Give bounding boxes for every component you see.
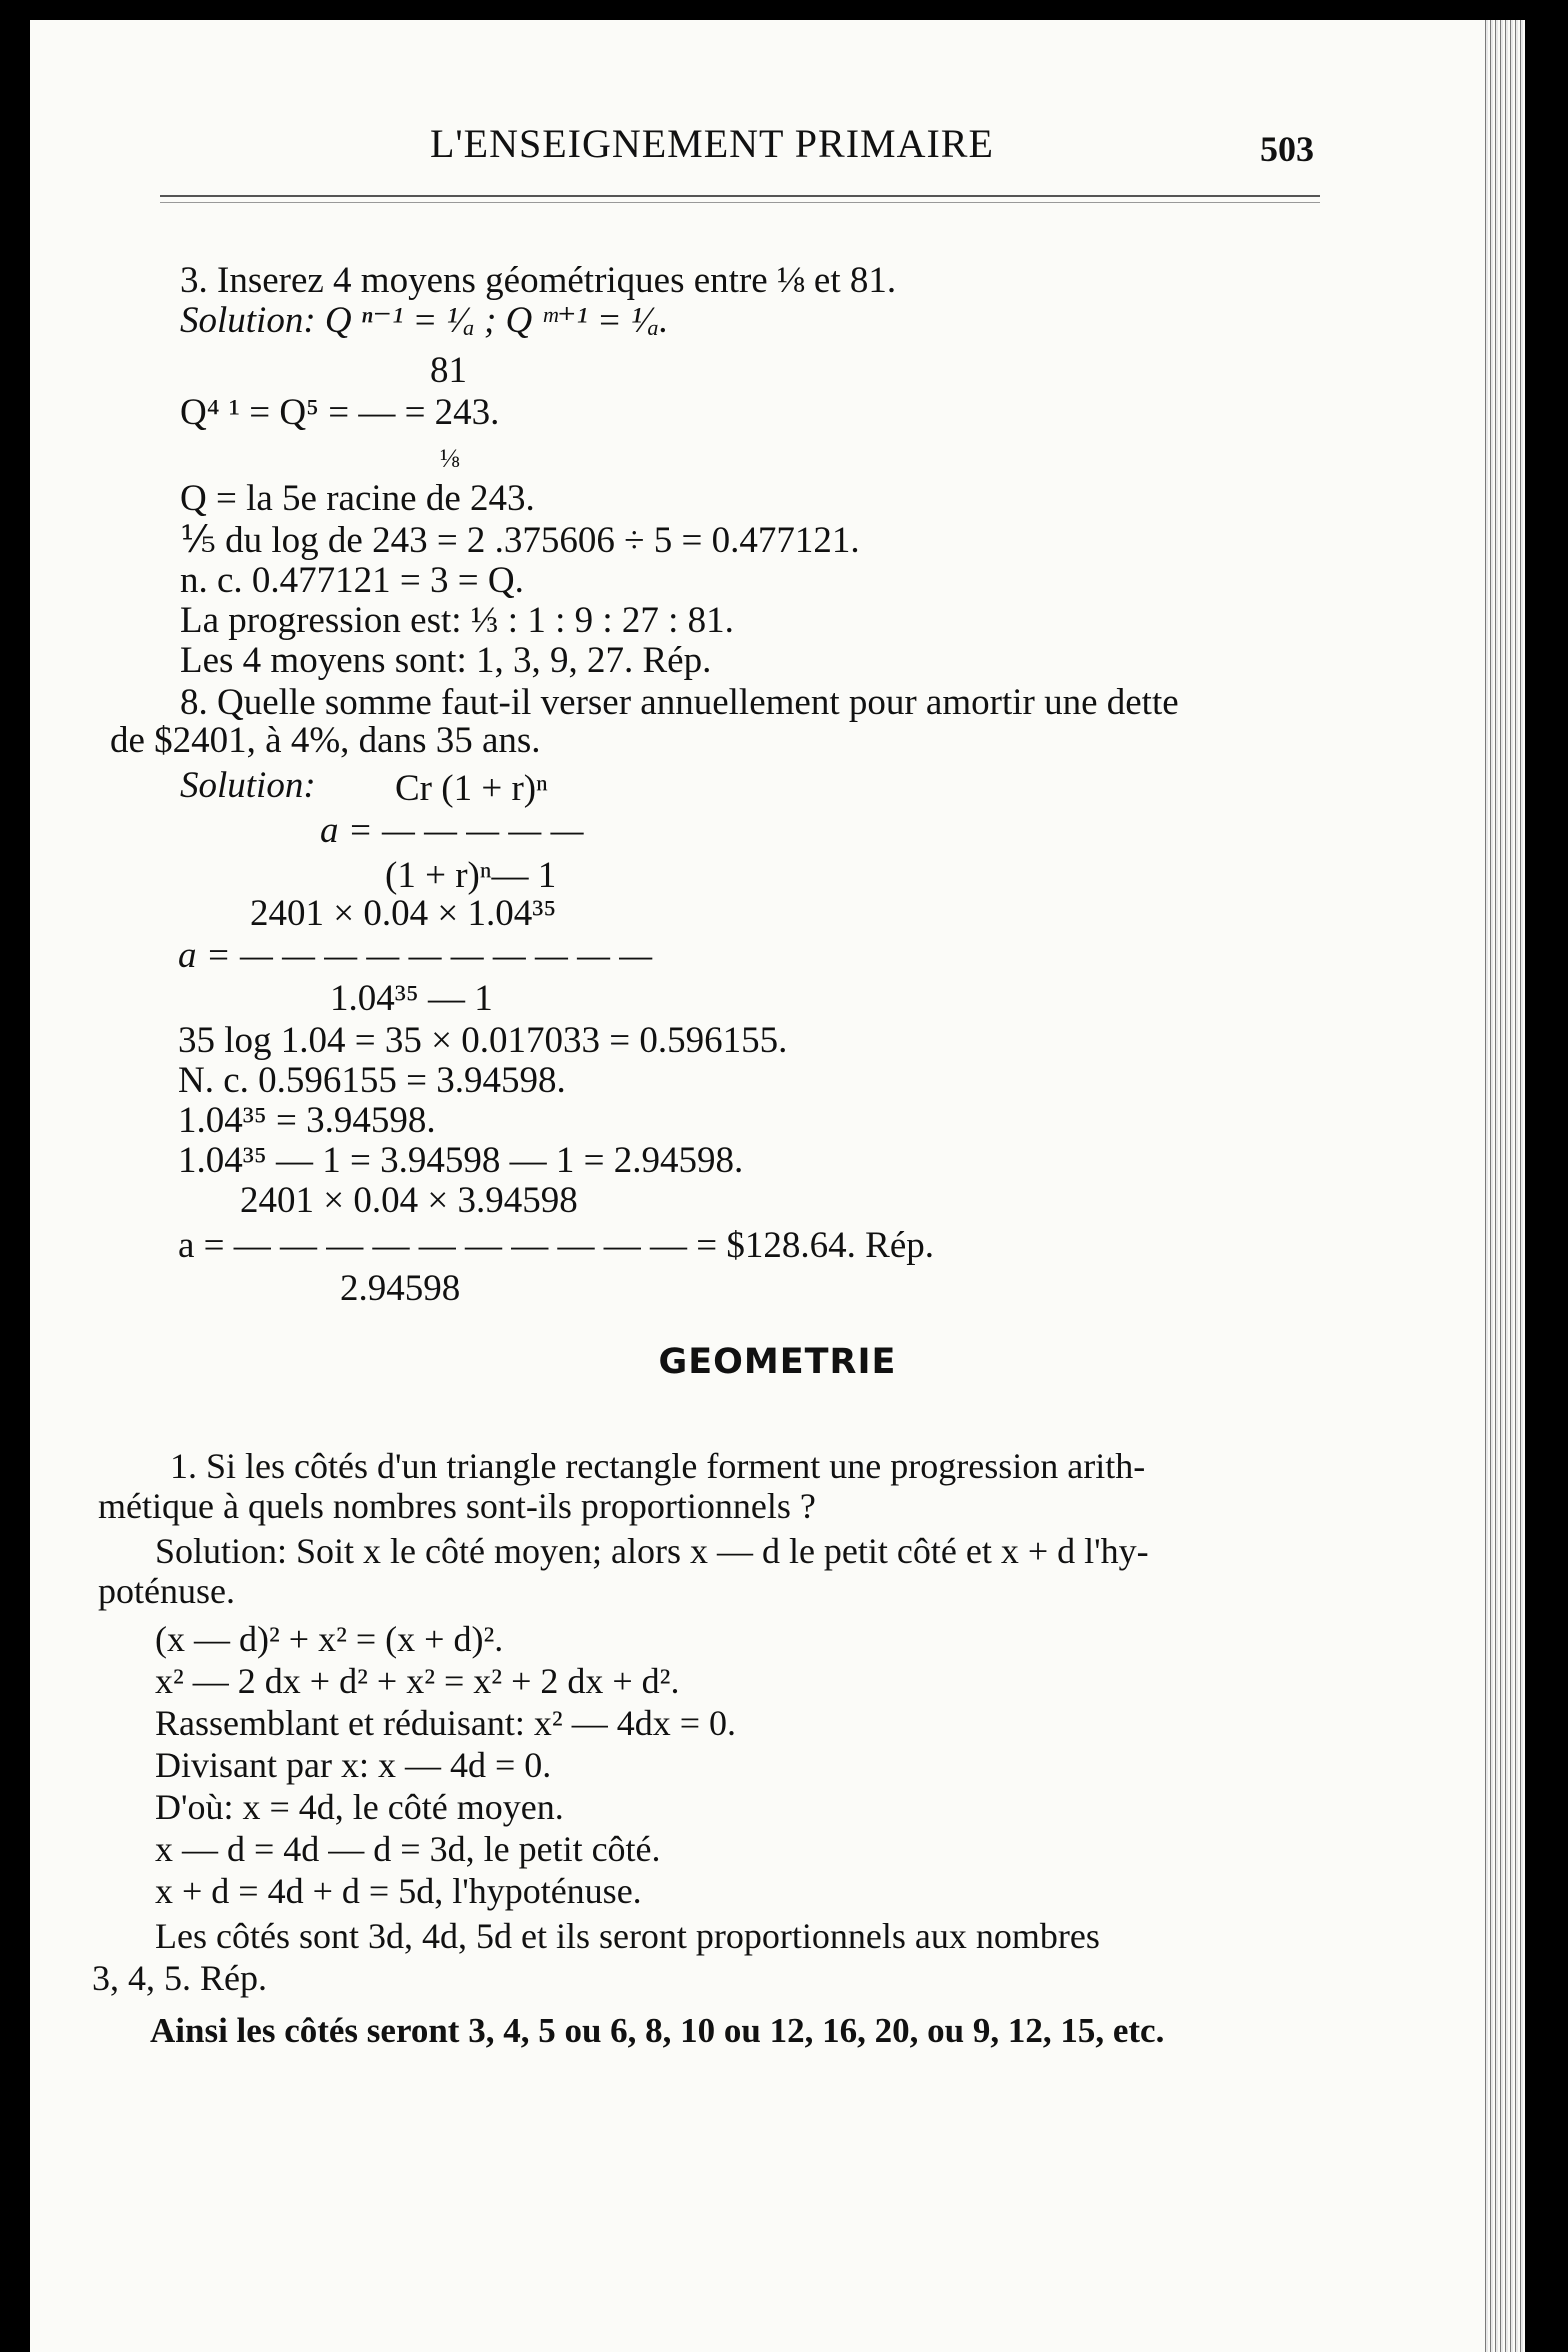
geo-eq-5: D'où: x = 4d, le côté moyen.: [155, 1787, 564, 1827]
problem-3-answer: Les 4 moyens sont: 1, 3, 9, 27. Rép.: [180, 640, 712, 681]
fraction-denominator: ⅛: [440, 444, 460, 473]
subtract-line: 1.04³⁵ — 1 = 3.94598 — 1 = 2.94598.: [178, 1140, 744, 1181]
geo-problem-1a: 1. Si les côtés d'un triangle rectangle forment une progression arith-: [170, 1446, 1146, 1486]
denominator-3: 2.94598: [340, 1268, 461, 1309]
geo-final-line: Ainsi les côtés seront 3, 4, 5 ou 6, 8, 10 ou 12, 16, 20, ou 9, 12, 15, etc.: [150, 2011, 1165, 2050]
q-equation: Q⁴ ¹ = Q⁵ = — = 243.: [180, 392, 500, 433]
formula-denominator: (1 + r)ⁿ— 1: [385, 855, 557, 896]
q-root-line: Q = la 5e racine de 243.: [180, 478, 535, 519]
result-line: a = — — — — — — — — — — = $128.64. Rép.: [178, 1225, 935, 1266]
formula-a-2: a = — — — — — — — — — —: [178, 935, 653, 976]
problem-8-statement-1: 8. Quelle somme faut-il verser annuellement pour amortir une dette: [180, 682, 1179, 723]
formula-a: a = — — — — —: [320, 810, 584, 851]
geo-eq-3: Rassemblant et réduisant: x² — 4dx = 0.: [155, 1703, 737, 1743]
geo-solution-1: Solution: Soit x le côté moyen; alors x — d le petit côté et x + d l'hy-: [155, 1531, 1149, 1571]
solution-label: Solution:: [180, 765, 316, 806]
log-line: ⅕ du log de 243 = 2 .375606 ÷ 5 = 0.477121.: [180, 520, 860, 561]
numerator-2: 2401 × 0.04 × 1.04³⁵: [250, 893, 557, 934]
nc-calc-line: N. c. 0.596155 = 3.94598.: [178, 1060, 566, 1101]
log-calc-line: 35 log 1.04 = 35 × 0.017033 = 0.596155.: [178, 1020, 788, 1061]
nc-line: n. c. 0.477121 = 3 = Q.: [180, 560, 524, 601]
page-number: 503: [1260, 129, 1314, 169]
geo-problem-1b: métique à quels nombres sont-ils proportionnels ?: [98, 1486, 816, 1526]
denominator-2: 1.04³⁵ — 1: [330, 978, 493, 1019]
running-title: L'ENSEIGNEMENT PRIMAIRE: [430, 121, 994, 166]
section-title: GEOMETRIE: [658, 1342, 897, 1382]
fraction-numerator: 81: [430, 350, 467, 391]
problem-3-solution: Solution: Q ⁿ⁻¹ = ¹⁄ₐ ; Q ᵐ⁺¹ = ¹⁄ₐ.: [180, 300, 669, 341]
header-rule-thin: [160, 202, 1320, 203]
header-rule: [160, 195, 1320, 197]
page-edge: [1483, 20, 1525, 2352]
page-header: [30, 120, 1525, 180]
geo-eq-7: x + d = 4d + d = 5d, l'hypoténuse.: [155, 1871, 642, 1911]
geo-eq-6: x — d = 4d — d = 3d, le petit côté.: [155, 1829, 661, 1869]
geo-solution-2: poténuse.: [98, 1571, 235, 1611]
geo-conclusion-2: 3, 4, 5. Rép.: [92, 1958, 267, 1998]
geo-eq-4: Divisant par x: x — 4d = 0.: [155, 1745, 552, 1785]
book-page: [30, 20, 1525, 2352]
problem-3-statement: 3. Inserez 4 moyens géométriques entre ⅛ et 81.: [180, 260, 897, 301]
geo-conclusion-1: Les côtés sont 3d, 4d, 5d et ils seront proportionnels aux nombres: [155, 1916, 1100, 1956]
power-line: 1.04³⁵ = 3.94598.: [178, 1100, 436, 1141]
geo-eq-2: x² — 2 dx + d² + x² = x² + 2 dx + d².: [155, 1661, 680, 1701]
problem-8-statement-2: de $2401, à 4%, dans 35 ans.: [110, 720, 541, 761]
geo-eq-1: (x — d)² + x² = (x + d)².: [155, 1619, 504, 1659]
formula-numerator: Cr (1 + r)ⁿ: [395, 768, 548, 809]
progression-line: La progression est: ⅓ : 1 : 9 : 27 : 81.: [180, 600, 734, 641]
numerator-3: 2401 × 0.04 × 3.94598: [240, 1180, 578, 1221]
